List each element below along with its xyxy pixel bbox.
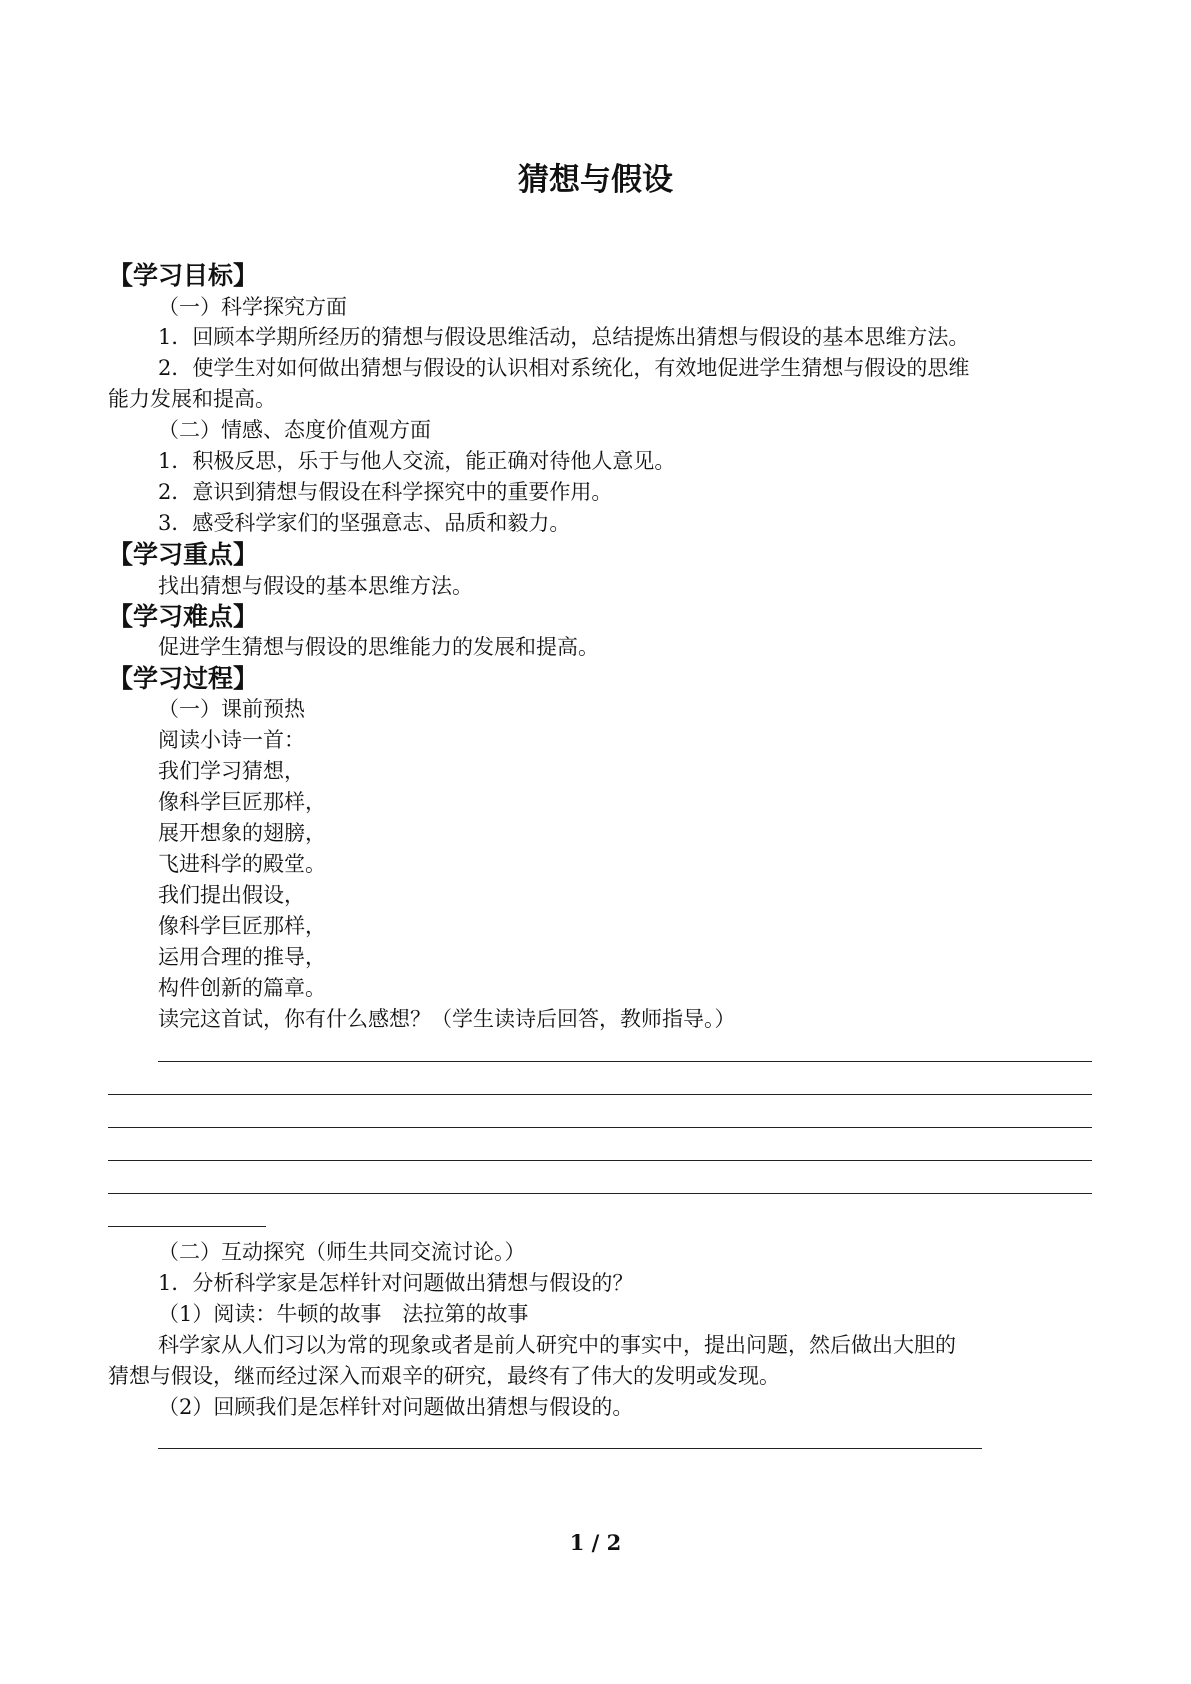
goals-part1-item1: 1．回顾本学期所经历的猜想与假设思维活动，总结提炼出猜想与假设的基本思维方法。 [158, 325, 970, 349]
process-q1-sub2: （2）回顾我们是怎样针对问题做出猜想与假设的。 [158, 1395, 634, 1419]
poem-line: 展开想象的翅膀， [158, 821, 326, 845]
answer-line[interactable] [108, 1127, 1092, 1128]
goals-heading: 【学习目标】 [108, 261, 259, 290]
poem-line: 我们学习猜想， [158, 759, 305, 783]
goals-part2-item3: 3．感受科学家们的坚强意志、品质和毅力。 [158, 511, 571, 535]
poem-line: 我们提出假设， [158, 883, 305, 907]
poem-line: 像科学巨匠那样， [158, 790, 326, 814]
process-part2-title: （二）互动探究（师生共同交流讨论。） [158, 1240, 526, 1264]
answer-line[interactable] [158, 1061, 1092, 1062]
goals-part1-item2-line1: 2．使学生对如何做出猜想与假设的认识相对系统化，有效地促进学生猜想与假设的思维 [158, 356, 970, 380]
poem-line: 像科学巨匠那样， [158, 914, 326, 938]
poem-intro: 阅读小诗一首： [158, 728, 305, 752]
process-paragraph-line1: 科学家从人们习以为常的现象或者是前人研究中的事实中，提出问题，然后做出大胆的 [158, 1333, 956, 1357]
answer-line[interactable] [108, 1193, 1092, 1194]
goals-part1-title: （一）科学探究方面 [158, 295, 347, 319]
difficult-heading: 【学习难点】 [108, 602, 259, 631]
page-title: 猜想与假设 [518, 162, 673, 198]
key-heading: 【学习重点】 [108, 540, 259, 569]
process-q1: 1．分析科学家是怎样针对问题做出猜想与假设的？ [158, 1271, 634, 1295]
goals-part2-item1: 1．积极反思，乐于与他人交流，能正确对待他人意见。 [158, 449, 676, 473]
answer-line[interactable] [108, 1226, 266, 1227]
difficult-text: 促进学生猜想与假设的思维能力的发展和提高。 [158, 635, 599, 659]
process-heading: 【学习过程】 [108, 664, 259, 693]
poem-question: 读完这首试，你有什么感想？（学生读诗后回答，教师指导。） [158, 1007, 736, 1031]
process-paragraph-line2: 猜想与假设，继而经过深入而艰辛的研究，最终有了伟大的发明或发现。 [108, 1364, 780, 1388]
key-text: 找出猜想与假设的基本思维方法。 [158, 574, 473, 598]
goals-part2-item2: 2．意识到猜想与假设在科学探究中的重要作用。 [158, 480, 613, 504]
answer-line[interactable] [108, 1160, 1092, 1161]
process-q1-sub1: （1）阅读：牛顿的故事 法拉第的故事 [158, 1302, 529, 1326]
goals-part1-item2-line2: 能力发展和提高。 [108, 387, 276, 411]
page-number: 1 / 2 [569, 1530, 622, 1555]
answer-line[interactable] [108, 1094, 1092, 1095]
poem-line: 运用合理的推导， [158, 945, 326, 969]
poem-line: 飞进科学的殿堂。 [158, 852, 326, 876]
answer-line[interactable] [158, 1448, 982, 1449]
goals-part2-title: （二）情感、态度价值观方面 [158, 418, 431, 442]
process-part1-title: （一）课前预热 [158, 697, 305, 721]
poem-line: 构件创新的篇章。 [158, 976, 326, 1000]
